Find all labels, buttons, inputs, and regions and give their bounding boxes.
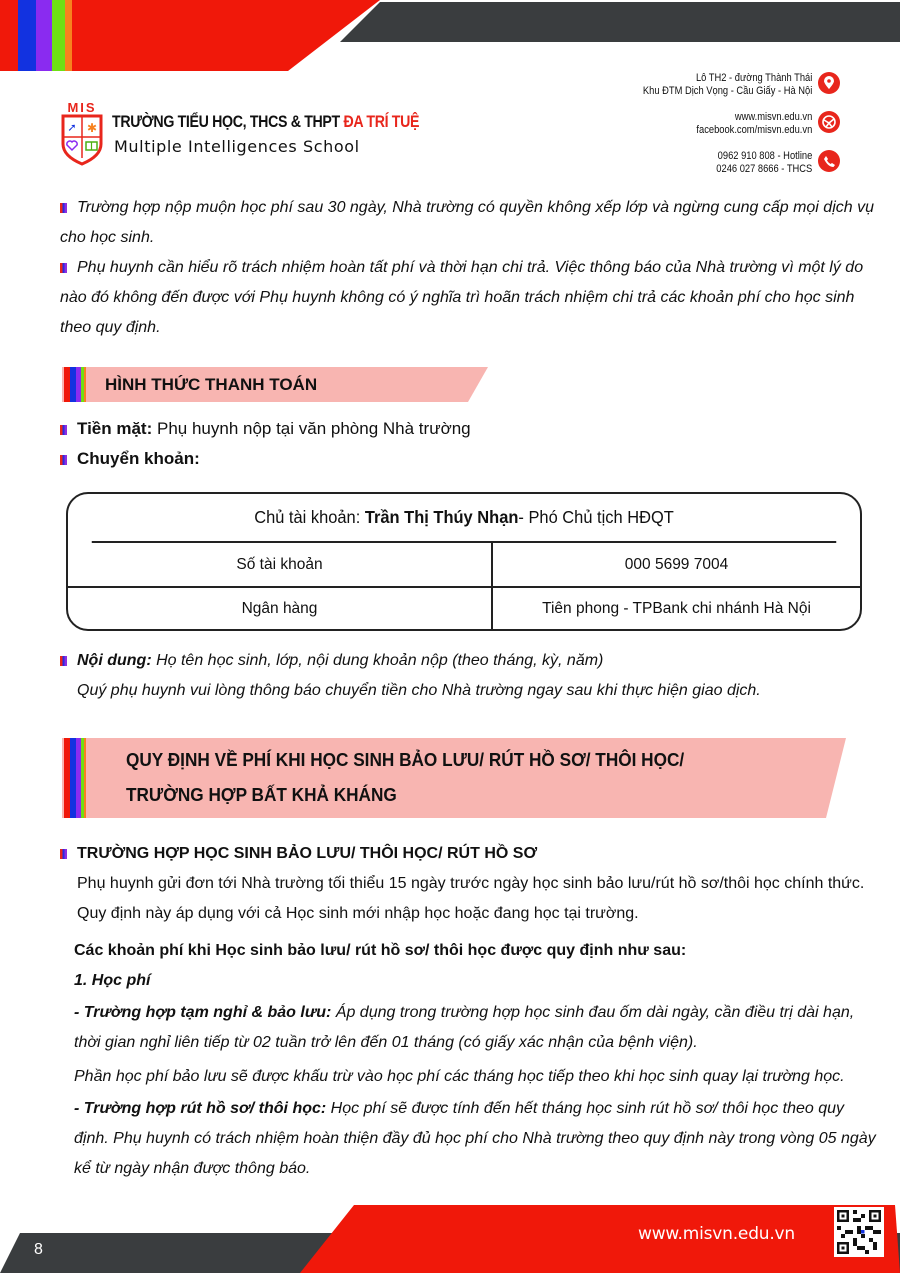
school-name-accent: ĐA TRÍ TUỆ	[343, 113, 420, 131]
fees-title: Các khoản phí khi Học sinh bảo lưu/ rút hồ sơ/ thôi học được quy định như sau:	[74, 942, 687, 959]
bullet-icon	[60, 849, 67, 859]
location-pin-icon	[818, 72, 840, 94]
website-link[interactable]: www.misvn.edu.vn	[734, 111, 812, 123]
svg-text:✱: ✱	[86, 121, 98, 135]
bank-account-table	[66, 492, 862, 631]
school-name-main: TRƯỜNG TIỂU HỌC, THCS & THPT	[112, 113, 344, 131]
school-name-english: Multiple Intelligences School	[114, 137, 360, 156]
school-name	[112, 113, 419, 132]
table-row	[68, 543, 860, 586]
payment-transfer	[60, 444, 880, 474]
school-logo	[60, 100, 104, 166]
bullet-text: Trường hợp nộp muộn học phí sau 30 ngày, Nhà trường có quyền không xếp lớp và ngừng cung cấp mọi dịch vụ cho học sinh.	[60, 199, 874, 246]
case2-text: Học phí sẽ được tính đến hết tháng học sinh rút hồ sơ/ thôi học theo quy định. Phụ huynh có trách nhiệm hoàn thiện đầy đủ học phí cho Nhà trường theo quy định này trong vòng 05 ngày kể từ ngày nhận được thông báo.	[74, 1100, 876, 1177]
case1-text: Áp dụng trong trường hợp học sinh đau ốm dài ngày, cần điều trị dài hạn, thời gian nghỉ liên tiếp từ 02 tuần trở lên đến 01 tháng (có giấy xác nhận của bệnh viện).	[74, 1004, 855, 1051]
section-heading-payment	[62, 367, 492, 402]
bullet-icon	[60, 455, 67, 465]
bullet-late-payment	[60, 193, 880, 253]
content-label: Nội dung:	[77, 652, 152, 669]
address-line: Khu ĐTM Dịch Vọng - Cầu Giấy - Hà Nội	[642, 85, 812, 97]
hotline-phone[interactable]: 0962 910 808 - Hotline	[717, 150, 812, 162]
payment-cash	[60, 414, 880, 444]
case1-label: - Trường hợp tạm nghỉ & bảo lưu:	[74, 1004, 332, 1021]
globe-icon	[818, 111, 840, 133]
footer-website[interactable]: www.misvn.edu.vn	[638, 1224, 795, 1244]
phone-icon	[818, 150, 840, 172]
facebook-link[interactable]: facebook.com/misvn.edu.vn	[696, 124, 812, 136]
phone-group	[643, 150, 812, 189]
svg-text:➚: ➚	[67, 122, 77, 134]
contact-icons	[818, 72, 842, 189]
qr-code-icon[interactable]	[834, 1207, 884, 1257]
section-title: HÌNH THỨC THANH TOÁN	[105, 375, 318, 394]
withdrawal-subheading	[60, 839, 880, 869]
web-group	[643, 111, 812, 150]
bullet-parent-responsibility	[60, 253, 880, 343]
account-holder-title: - Phó Chủ tịch HĐQT	[518, 507, 674, 527]
bullet-icon	[60, 203, 67, 213]
bank-label: Ngân hàng	[68, 588, 493, 629]
bullet-icon	[60, 425, 67, 435]
thcs-phone[interactable]: 0246 027 8666 - THCS	[716, 163, 812, 175]
bank-value: Tiên phong - TPBank chi nhánh Hà Nội	[542, 599, 811, 617]
page-number: 8	[34, 1241, 43, 1258]
bullet-icon	[60, 656, 67, 666]
cash-text: Phụ huynh nộp tại văn phòng Nhà trường	[152, 419, 471, 438]
tuition-item-title: 1. Học phí	[74, 972, 151, 989]
cash-label: Tiền mặt:	[77, 419, 153, 438]
section-heading-withdrawal	[62, 738, 848, 818]
content-text: Họ tên học sinh, lớp, nội dung khoản nộp (theo tháng, kỳ, năm)	[151, 652, 604, 669]
bullet-icon	[60, 263, 67, 273]
case1-note: Phần học phí bảo lưu sẽ được khấu trừ vào học phí các tháng học tiếp theo khi học sinh quay lại trường học.	[74, 1068, 845, 1085]
table-row	[68, 586, 860, 629]
case-temporary-leave	[60, 998, 882, 1058]
withdrawal-intro: Phụ huynh gửi đơn tới Nhà trường tối thiểu 15 ngày trước ngày học sinh bảo lưu/rút hồ sơ/thôi học chính thức. Quy định này áp dụng với cả Học sinh mới nhập học hoặc đang học tại trường.	[77, 875, 865, 922]
contact-block	[643, 72, 812, 189]
top-banner	[0, 0, 900, 72]
case-withdrawal	[60, 1094, 882, 1184]
bullet-text: Phụ huynh cần hiểu rõ trách nhiệm hoàn tất phí và thời hạn chi trả. Việc thông báo của Nhà trường vì một lý do nào đó không đến được với Phụ huynh không có ý nghĩa trì hoãn trách nhiệm chi trả các khoản phí cho học sinh theo quy định.	[60, 259, 864, 336]
case2-label: - Trường hợp rút hồ sơ/ thôi học:	[74, 1100, 327, 1117]
account-holder-name: Trần Thị Thúy Nhạn	[364, 507, 519, 527]
account-number-label: Số tài khoản	[68, 543, 493, 586]
account-holder-prefix: Chủ tài khoản:	[254, 507, 361, 527]
subheading-text: TRƯỜNG HỢP HỌC SINH BẢO LƯU/ THÔI HỌC/ RÚT HỒ SƠ	[77, 845, 538, 862]
section-title-line1: QUY ĐỊNH VỀ PHÍ KHI HỌC SINH BẢO LƯU/ RÚT HỒ SƠ/ THÔI HỌC/	[126, 749, 685, 770]
address-line: Lô TH2 - đường Thành Thái	[695, 72, 812, 84]
transfer-notice: Quý phụ huynh vui lòng thông báo chuyển tiền cho Nhà trường ngay sau khi thực hiện giao dịch.	[77, 682, 761, 699]
transfer-label: Chuyển khoản:	[77, 449, 200, 468]
address-group	[643, 72, 812, 111]
transfer-content	[60, 646, 880, 676]
account-holder-row	[92, 494, 836, 543]
section-title-line2: TRƯỜNG HỢP BẤT KHẢ KHÁNG	[126, 784, 397, 805]
account-number-value[interactable]: 000 5699 7004	[624, 555, 729, 573]
svg-text:MIS: MIS	[67, 100, 97, 115]
